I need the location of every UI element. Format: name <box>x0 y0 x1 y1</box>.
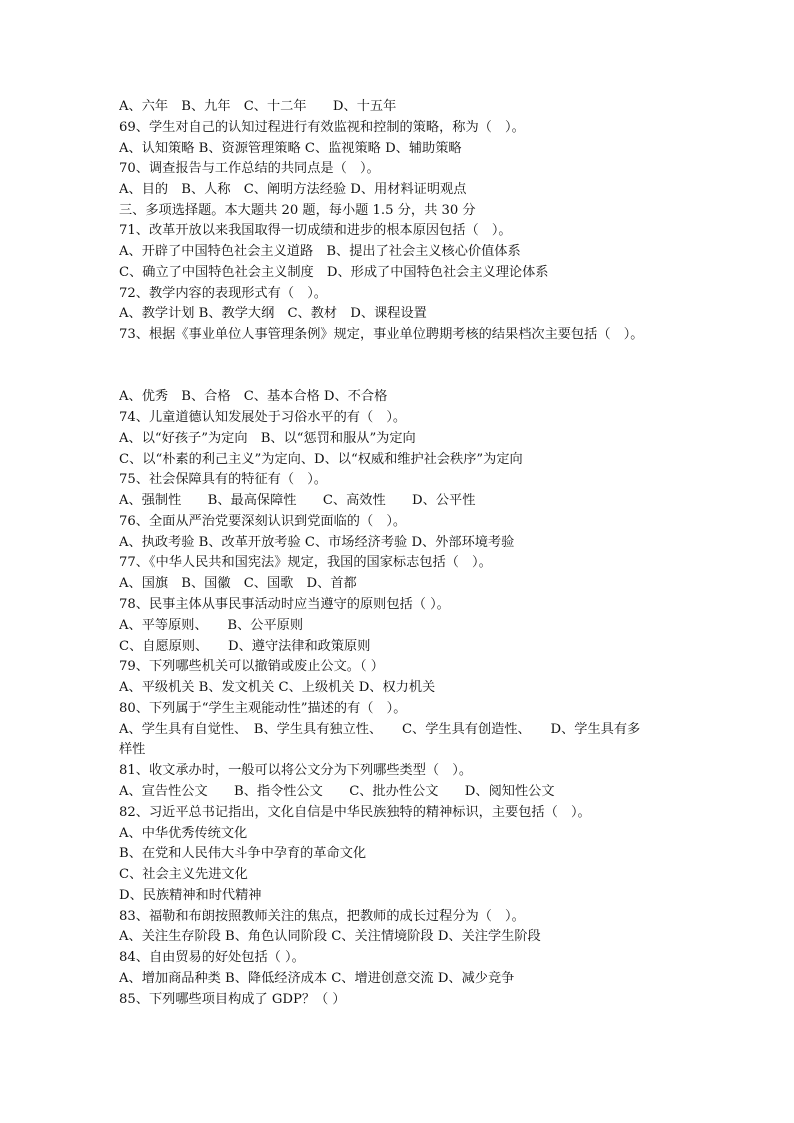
option-line-74-ab: A、以“好孩子”为定向 B、以“惩罚和服从”为定向 <box>119 431 416 446</box>
question-80: 80、下列属于“学生主观能动性”描述的有（ ）。 <box>119 701 407 716</box>
question-72: 72、教学内容的表现形式有（ ）。 <box>119 286 327 301</box>
question-71: 71、改革开放以来我国取得一切成绩和进步的根本原因包括（ ）。 <box>119 223 512 238</box>
question-83: 83、福勒和布朗按照教师关注的焦点，把教师的成长过程分为（ ）。 <box>119 909 525 924</box>
option-line-79: A、平级机关 B、发文机关 C、上级机关 D、权力机关 <box>119 680 436 695</box>
question-70: 70、调查报告与工作总结的共同点是（ ）。 <box>119 161 380 176</box>
question-69: 69、学生对自己的认知过程进行有效监视和控制的策略，称为（ ）。 <box>119 120 525 135</box>
option-82-c: C、社会主义先进文化 <box>119 867 248 882</box>
option-82-d: D、民族精神和时代精神 <box>119 888 262 903</box>
option-line-71-cd: C、确立了中国特色社会主义制度 D、形成了中国特色社会主义理论体系 <box>119 265 549 280</box>
question-85: 85、下列哪些项目构成了 GDP？（ ） <box>119 992 346 1007</box>
question-75: 75、社会保障具有的特征有（ ）。 <box>119 472 327 487</box>
option-line-76: A、执政考验 B、改革开放考验 C、市场经济考验 D、外部环境考验 <box>119 535 515 550</box>
question-76: 76、全面从严治党要深刻认识到党面临的（ ）。 <box>119 514 407 529</box>
option-line-84: A、增加商品种类 B、降低经济成本 C、增进创意交流 D、减少竞争 <box>119 971 515 986</box>
option-line-77: A、国旗 B、国徽 C、国歌 D、首都 <box>119 576 357 591</box>
option-line-73: A、优秀 B、合格 C、基本合格 D、不合格 <box>119 389 388 404</box>
option-line-81: A、宣告性公文 B、指令性公文 C、批办性公文 D、阅知性公文 <box>119 784 555 799</box>
option-line-75: A、强制性 B、最高保障性 C、高效性 D、公平性 <box>119 493 476 508</box>
question-82: 82、习近平总书记指出，文化自信是中华民族独特的精神标识，主要包括（ ）。 <box>119 805 591 820</box>
question-79: 79、下列哪些机关可以撤销或废止公文。（ ） <box>119 659 384 674</box>
section-heading: 三、多项选择题。本大题共 20 题，每小题 1.5 分，共 30 分 <box>119 203 476 218</box>
question-78: 78、民事主体从事民事活动时应当遵守的原则包括（ ）。 <box>119 597 450 612</box>
question-84: 84、自由贸易的好处包括（ ）。 <box>119 950 305 965</box>
option-82-b: B、在党和人民伟大斗争中孕育的革命文化 <box>119 846 367 861</box>
option-line-74-cd: C、以“朴素的利己主义”为定向、D、以“权威和维护社会秩序”为定向 <box>119 452 523 467</box>
option-line-80-cont: 样性 <box>119 742 146 757</box>
option-line-68: A、六年 B、九年 C、十二年 D、十五年 <box>119 99 397 114</box>
question-74: 74、儿童道德认知发展处于习俗水平的有（ ）。 <box>119 410 407 425</box>
option-line-72: A、教学计划 B、教学大纲 C、教材 D、课程设置 <box>119 306 427 321</box>
option-line-80: A、学生具有自觉性、 B、学生具有独立性、 C、学生具有创造性、 D、学生具有多 <box>119 722 641 737</box>
option-line-71-ab: A、开辟了中国特色社会主义道路 B、提出了社会主义核心价值体系 <box>119 244 521 259</box>
option-82-a: A、中华优秀传统文化 <box>119 826 248 841</box>
question-73: 73、根据《事业单位人事管理条例》规定，事业单位聘期考核的结果档次主要包括（ ）。 <box>119 327 644 342</box>
option-line-70: A、目的 B、人称 C、阐明方法经验 D、用材料证明观点 <box>119 182 467 197</box>
question-77: 77、《中华人民共和国宪法》规定，我国的国家标志包括（ ）。 <box>119 555 492 570</box>
option-line-83: A、关注生存阶段 B、角色认同阶段 C、关注情境阶段 D、关注学生阶段 <box>119 929 541 944</box>
option-line-78-ab: A、平等原则、 B、公平原则 <box>119 618 304 633</box>
option-line-78-cd: C、自愿原则、 D、遵守法律和政策原则 <box>119 639 371 654</box>
option-line-69: A、认知策略 B、资源管理策略 C、监视策略 D、辅助策略 <box>119 141 462 156</box>
question-81: 81、收文承办时，一般可以将公文分为下列哪些类型（ ）。 <box>119 763 473 778</box>
